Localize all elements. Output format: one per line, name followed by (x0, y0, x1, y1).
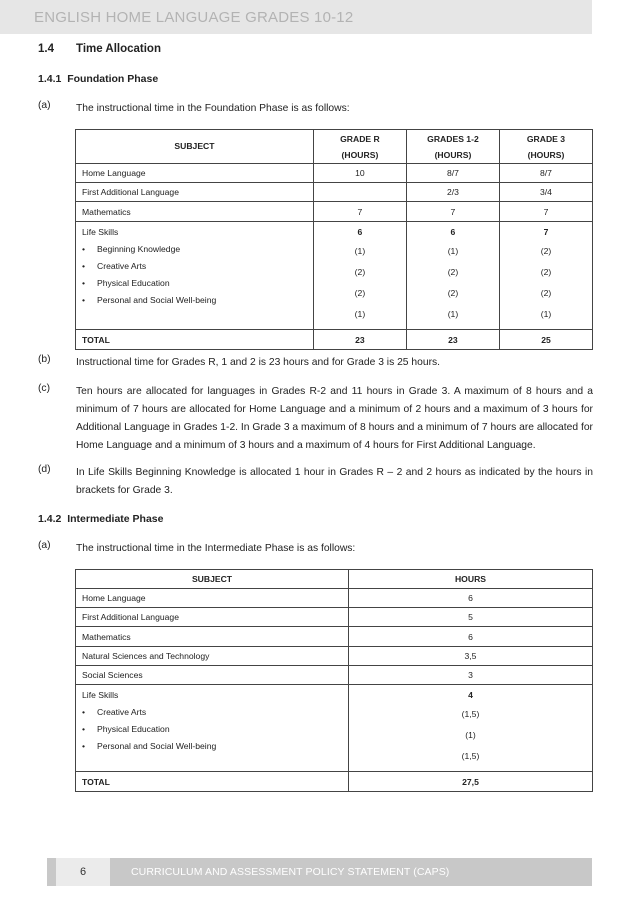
foundation-heading: 1.4.1 Foundation Phase (38, 73, 159, 85)
list-item: • Creative Arts (82, 258, 307, 275)
table-cell: 7 (2) (2) (2) (1) (499, 222, 592, 330)
foundation-d-label: (d) (38, 464, 51, 475)
life-skills-label: Life Skills (82, 227, 119, 237)
table-cell: Home Language (76, 589, 349, 608)
page-header (0, 0, 592, 34)
table-cell: Mathematics (76, 202, 314, 222)
table-cell: Mathematics (76, 627, 349, 647)
table-cell: 7 (499, 202, 592, 222)
bullet-icon: • (82, 261, 86, 271)
table-row (76, 183, 593, 202)
table-cell: Social Sciences (76, 666, 349, 685)
table-header-cell: HOURS (349, 570, 593, 589)
table-header-cell: GRADES 1-2 (HOURS) (406, 130, 499, 164)
table-row (76, 647, 593, 666)
table-cell: 10 (313, 164, 406, 183)
table-cell: 4 (1,5) (1) (1,5) (349, 685, 593, 772)
table-header-cell: GRADE R (HOURS) (313, 130, 406, 164)
table-row-total (76, 772, 593, 792)
page-number: 6 (56, 858, 110, 886)
bullet-icon: • (82, 278, 86, 288)
table-cell: 6 (1) (2) (2) (1) (313, 222, 406, 330)
bullet-icon: • (82, 707, 86, 717)
foundation-c-label: (c) (38, 383, 51, 394)
table-cell: 8/7 (499, 164, 592, 183)
intermediate-heading: 1.4.2 Intermediate Phase (38, 513, 164, 525)
footer-title: CURRICULUM AND ASSESSMENT POLICY STATEMENT (CAPS) (131, 866, 450, 878)
life-skills-label: Life Skills (82, 690, 119, 700)
table-cell: 7 (406, 202, 499, 222)
table-row (76, 627, 593, 647)
list-item: • Beginning Knowledge (82, 241, 307, 258)
table-row (76, 589, 593, 608)
table-cell: Natural Sciences and Technology (76, 647, 349, 666)
table-cell: 23 (313, 330, 406, 350)
table-cell: 23 (406, 330, 499, 350)
table-cell: 27,5 (349, 772, 593, 792)
intermediate-a-text: The instructional time in the Intermediate Phase is as follows: (76, 543, 356, 554)
table-row-life-skills (76, 222, 593, 330)
table-cell: 8/7 (406, 164, 499, 183)
table-cell: 5 (349, 608, 593, 627)
table-cell (76, 685, 349, 772)
section-number: 1.4 (38, 43, 54, 55)
table-cell (313, 183, 406, 202)
table-cell (76, 222, 314, 330)
table-cell: 3 (349, 666, 593, 685)
table-header-cell: GRADE 3 (HOURS) (499, 130, 592, 164)
table-cell: TOTAL (76, 772, 349, 792)
section-title: Time Allocation (76, 43, 161, 55)
table-header-row (76, 570, 593, 589)
list-item: • Physical Education (82, 275, 307, 292)
table-cell: TOTAL (76, 330, 314, 350)
table-cell: 2/3 (406, 183, 499, 202)
section-heading (38, 43, 161, 55)
foundation-a-label: (a) (38, 100, 51, 111)
foundation-d-text: In Life Skills Beginning Knowledge is allocated 1 hour in Grades R – 2 and 2 hours as indicated by the hours in brackets for Grade 3. (76, 467, 593, 496)
table-cell: 6 (349, 589, 593, 608)
list-item: • Personal and Social Well-being (82, 292, 307, 309)
table-cell: First Additional Language (76, 183, 314, 202)
table-cell: 3,5 (349, 647, 593, 666)
foundation-c-text: Ten hours are allocated for languages in Grades R-2 and 11 hours in Grade 3. A maximum of 8 hours and a minimum of 7 hours are allocated for Home Language and a minimum of 2 hours and a maximum of 3 hours for Additional Language in Grades 1-2. In Grade 3 a maximum of 8 hours and a minimum of 7 hours are allocated for Home Language and a minimum of 3 hours and a maximum of 4 hours for First Additional Language. (76, 386, 593, 451)
foundation-b-label: (b) (38, 354, 51, 365)
table-cell: 6 (1) (2) (2) (1) (406, 222, 499, 330)
list-item: • Creative Arts (82, 704, 342, 721)
table-row-life-skills (76, 685, 593, 772)
bullet-icon: • (82, 741, 86, 751)
foundation-table (75, 129, 593, 350)
bullet-icon: • (82, 244, 86, 254)
table-row (76, 666, 593, 685)
table-header-cell: SUBJECT (76, 130, 314, 164)
table-cell: 3/4 (499, 183, 592, 202)
table-cell: Home Language (76, 164, 314, 183)
table-row (76, 608, 593, 627)
intermediate-a-label: (a) (38, 540, 51, 551)
bullet-icon: • (82, 724, 86, 734)
list-item: • Personal and Social Well-being (82, 738, 342, 755)
table-row (76, 202, 593, 222)
intermediate-table (75, 569, 593, 792)
foundation-b-text: Instructional time for Grades R, 1 and 2 is 23 hours and for Grade 3 is 25 hours. (76, 357, 441, 368)
table-cell: First Additional Language (76, 608, 349, 627)
table-cell: 7 (313, 202, 406, 222)
document-title: ENGLISH HOME LANGUAGE GRADES 10-12 (34, 9, 354, 26)
bullet-icon: • (82, 295, 86, 305)
table-row (76, 164, 593, 183)
table-row-total (76, 330, 593, 350)
table-cell: 6 (349, 627, 593, 647)
table-cell: 25 (499, 330, 592, 350)
list-item: • Physical Education (82, 721, 342, 738)
foundation-a-text: The instructional time in the Foundation Phase is as follows: (76, 103, 350, 114)
table-header-row (76, 130, 593, 164)
table-header-cell: SUBJECT (76, 570, 349, 589)
